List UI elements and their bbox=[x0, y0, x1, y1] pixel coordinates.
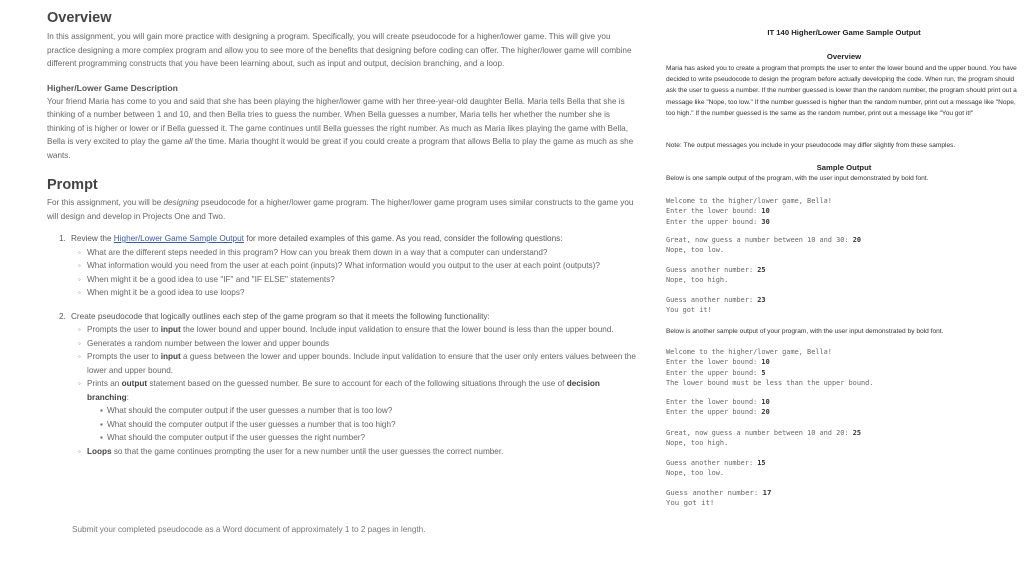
console-line: The lower bound must be less than the upper bound. bbox=[666, 378, 874, 387]
user-input: 25 bbox=[852, 429, 861, 437]
review-questions-list bbox=[71, 246, 637, 300]
item-number: 2. bbox=[59, 311, 66, 321]
b4-post: : bbox=[126, 392, 129, 402]
console-line: Guess another number: bbox=[666, 266, 758, 274]
console-line: Enter the upper bound: bbox=[666, 408, 762, 417]
sample-2-bounds-retry bbox=[666, 397, 770, 418]
item1-pre: Review the bbox=[71, 234, 114, 243]
sample-output-heading: Sample Output bbox=[816, 163, 872, 172]
b4-highlight: output bbox=[121, 379, 148, 388]
user-input: 25 bbox=[757, 266, 766, 274]
sample-2-output bbox=[666, 347, 873, 388]
console-line: Guess another number: bbox=[666, 488, 763, 497]
console-line: Enter the lower bound: bbox=[666, 207, 762, 216]
output-situation: ▪ What should the computer output if the user guesses a number that is too low? bbox=[100, 404, 637, 418]
user-input: 20 bbox=[852, 236, 861, 244]
console-line: Nope, too high. bbox=[666, 439, 729, 448]
user-input: 5 bbox=[761, 368, 766, 377]
b3-post: a guess between the lower and upper bounds. Include input validation to ensure that the user only enters values between the lower and upper bound. bbox=[87, 352, 636, 375]
sample-2-guess-2 bbox=[666, 458, 766, 479]
sample-note: Note: The output messages you include in your pseudocode may differ slightly from these samples. bbox=[666, 142, 956, 149]
prompt-item-2 bbox=[59, 310, 637, 459]
b3-pre: Prompts the user to bbox=[87, 352, 161, 361]
submission-note: Submit your completed pseudocode as a Word document of approximately 1 to 2 pages in length. bbox=[72, 525, 426, 534]
sample-intro-2: Below is another sample output of your program, with the user input demonstrated by bold font. bbox=[666, 328, 944, 335]
prompt-text-designing: designing bbox=[163, 198, 199, 207]
console-line: You got it! bbox=[666, 498, 715, 508]
console-line: Nope, too low. bbox=[666, 246, 725, 255]
console-line: Nope, too high. bbox=[666, 276, 729, 285]
output-situations-list bbox=[87, 404, 637, 445]
console-line: Enter the lower bound: bbox=[666, 398, 762, 406]
b4-pre: Prints an bbox=[87, 379, 122, 388]
item2-text: Create pseudocode that logically outlines each step of the game program so that it meets the following functionality: bbox=[71, 311, 490, 321]
functionality-item bbox=[78, 350, 637, 377]
user-input: 17 bbox=[762, 488, 772, 497]
sample-output-title: IT 140 Higher/Lower Game Sample Output bbox=[767, 28, 921, 37]
game-text-part-2: the time. Maria thought it would be great if you could create a program that allows Bella to play the game as much as she wants. bbox=[47, 137, 634, 160]
b3-highlight: input bbox=[160, 352, 181, 361]
review-question: ◦ What information would you need from the user at each point (inputs)? What information would you output to the user at each point (outputs)? bbox=[78, 259, 637, 273]
output-situation: ▪ What should the computer output if the user guesses the right number? bbox=[100, 431, 637, 445]
prompt-text-part-1: For this assignment, you will be bbox=[47, 198, 164, 207]
sample-overview-text: Maria has asked you to create a program that prompts the user to enter the lower bound and the upper bound. You have decided to write pseudocode to design the program before actually developing the code. When run, the program should ask the user to guess a number. If the number guessed is lower than the random number, the program should print out a message like "Nope, too low." If the number guessed is higher than the random number, print out a message like "Nope, too high." If the number guessed is the same as the random number, print out a message like "You got it!" bbox=[666, 65, 1017, 117]
overview-text: In this assignment, you will gain more practice with designing a program. Specifically, you will create pseudocode for a higher/lower game. This will give you practice designing a more complex program and allow you to see more of the benefits that designing before coding can offer. The higher/lower game will combine different programming constructs that you have been learning about, such as input and output, decision branching, and a loop. bbox=[47, 32, 632, 68]
prompt-item-1 bbox=[59, 232, 637, 300]
console-line: Great, now guess a number between 10 and 30: bbox=[666, 236, 853, 244]
user-input: 10 bbox=[761, 398, 770, 406]
functionality-item bbox=[78, 323, 637, 337]
user-input: 30 bbox=[761, 217, 770, 226]
sample-intro-1: Below is one sample output of the program, with the user input demonstrated by bold font. bbox=[666, 175, 929, 182]
review-question: ◦ What are the different steps needed in this program? How can you break them down in a way that a computer can understand? bbox=[78, 246, 637, 260]
item1-post: for more detailed examples of this game. As you read, consider the following questions: bbox=[243, 234, 563, 243]
b4-mid: statement based on the guessed number. Be sure to account for each of the following situations through the use of bbox=[147, 379, 567, 388]
output-situation: ▪ What should the computer output if the user guesses a number that is too high? bbox=[100, 418, 637, 432]
sample-2-guess-1 bbox=[666, 428, 861, 449]
prompt-text-part-2: pseudocode for a higher/lower game program. The higher/lower game program uses similar constructs to the game you will design and develop in Projects One and Two. bbox=[47, 198, 634, 221]
console-line: Welcome to the higher/lower game, Bella! bbox=[666, 197, 832, 205]
console-line: Enter the upper bound: bbox=[666, 368, 762, 377]
b1-post: the lower bound and upper bound. Include input validation to ensure that the lower bound is less than the upper bound. bbox=[180, 325, 614, 334]
console-line: Great, now guess a number between 10 and 20: bbox=[666, 429, 853, 437]
game-description-heading: Higher/Lower Game Description bbox=[47, 82, 178, 93]
sample-2-guess-3 bbox=[666, 488, 771, 509]
user-input: 10 bbox=[761, 358, 770, 367]
user-input: 15 bbox=[757, 459, 766, 467]
b1-pre: Prompts the user to bbox=[87, 325, 161, 334]
console-line: Guess another number: bbox=[666, 296, 758, 304]
user-input: 10 bbox=[761, 207, 770, 216]
game-text-all: all bbox=[184, 137, 193, 146]
game-description-text bbox=[47, 95, 637, 163]
assignment-instructions bbox=[47, 8, 637, 458]
b5-highlight: Loops bbox=[87, 446, 112, 456]
console-line: Enter the lower bound: bbox=[666, 358, 762, 367]
user-input: 23 bbox=[757, 296, 766, 304]
functionality-item: ◦ Generates a random number between the lower and upper bounds bbox=[78, 337, 637, 351]
item-number: 1. bbox=[59, 234, 66, 243]
sample-1-guess-1 bbox=[666, 235, 861, 256]
console-line: You got it! bbox=[666, 306, 712, 315]
prompt-list bbox=[47, 232, 637, 458]
b5-post: so that the game continues prompting the user for a new number until the user guesses the correct number. bbox=[111, 446, 504, 456]
review-question: ◦ When might it be a good idea to use "IF" and "IF ELSE" statements? bbox=[78, 273, 637, 287]
prompt-text bbox=[47, 196, 637, 223]
sample-output-link[interactable]: Higher/Lower Game Sample Output bbox=[113, 234, 244, 243]
console-line: Nope, too low. bbox=[666, 469, 725, 478]
functionality-item bbox=[78, 377, 637, 445]
console-line: Enter the upper bound: bbox=[666, 217, 762, 226]
console-line: Welcome to the higher/lower game, Bella! bbox=[666, 348, 832, 356]
sample-1-output bbox=[666, 196, 832, 227]
functionality-item bbox=[78, 445, 637, 459]
sample-1-guess-3 bbox=[666, 295, 766, 316]
game-text-part-1: Your friend Maria has come to you and said that she has been playing the higher/lower game with her three-year-old daughter Bella. Maria tells Bella that she is thinking of a number between 1 and 10, and then Bella tries to guess the number. When Bella guesses a number, Maria tells her whether the number she is thinking of is higher or lower or if Bella guessed it. The game continues until Bella guesses the right number. As much as Maria likes playing the game with Bella, Bella is very excited to play the game bbox=[47, 96, 629, 146]
review-question: ◦ When might it be a good idea to use loops? bbox=[78, 286, 637, 300]
b4-highlight-2: decision branching bbox=[87, 379, 600, 402]
user-input: 20 bbox=[761, 408, 770, 417]
sample-overview-heading: Overview bbox=[826, 52, 862, 61]
console-line: Guess another number: bbox=[666, 459, 758, 467]
functionality-list bbox=[71, 323, 637, 458]
sample-1-guess-2 bbox=[666, 265, 766, 286]
prompt-heading: Prompt bbox=[47, 177, 98, 193]
overview-heading: Overview bbox=[47, 10, 112, 26]
b1-highlight: input bbox=[160, 325, 181, 334]
